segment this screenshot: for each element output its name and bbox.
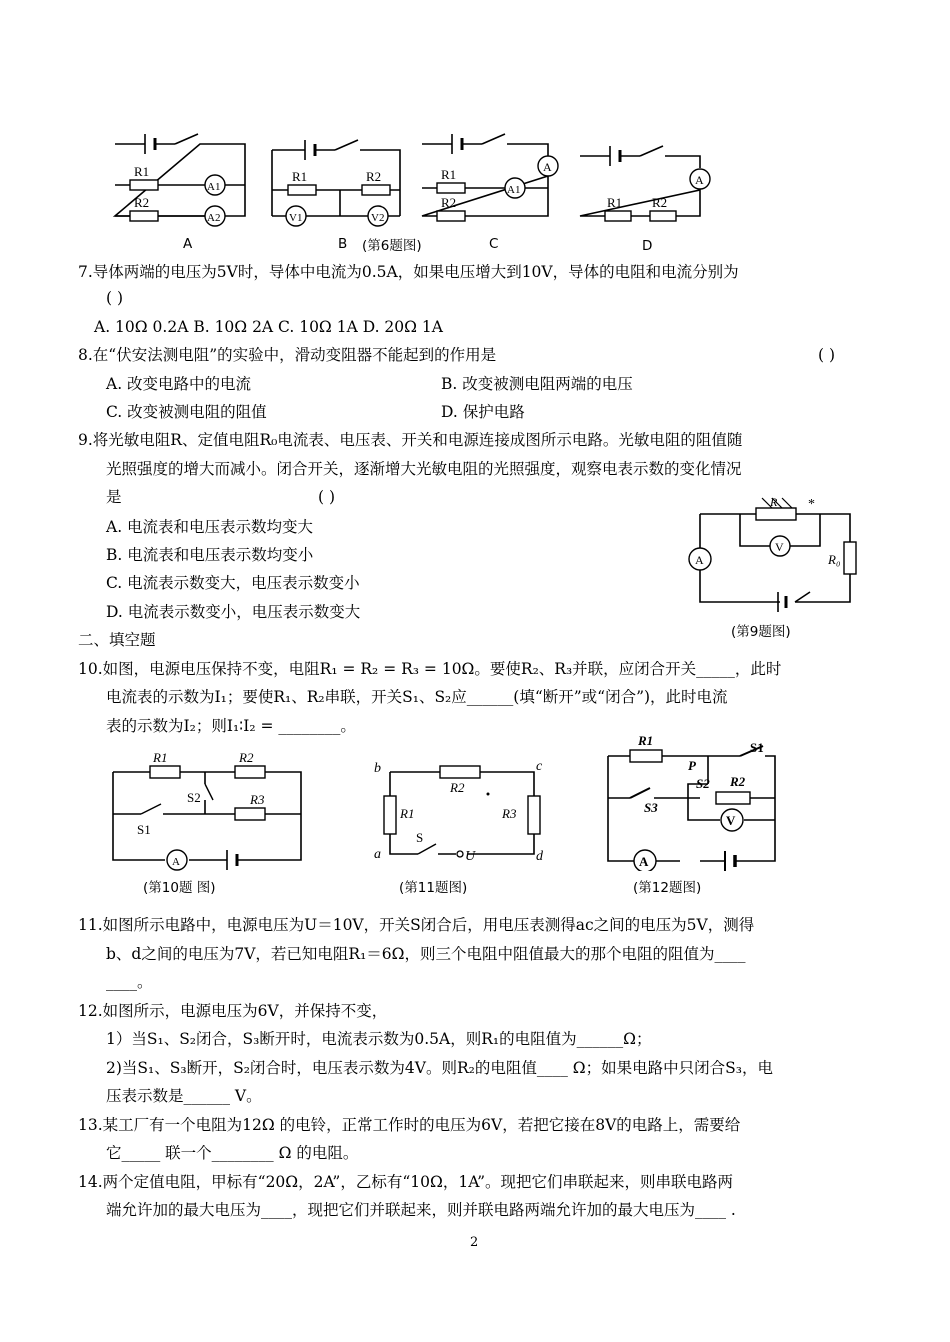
q9-option-c: C. 电流表示数变大，电压表示数变小	[106, 574, 360, 592]
q7-stem: 7.导体两端的电压为5V时，导体中电流为0.5A，如果电压增大到10V，导体的电阻和电流分别为	[78, 263, 739, 281]
fig11-switch-label: S	[416, 830, 424, 845]
fig6-label-d: D	[642, 238, 653, 254]
q11-line-1: 11.如图所示电路中，电源电压为U＝10V，开关S闭合后，用电压表测得ac之间的电压为5V，测得	[78, 916, 755, 934]
circuit-c-ammeter-label: A	[543, 160, 552, 174]
fig11-u-label: U	[465, 849, 476, 864]
fig6-label-b: B	[338, 236, 348, 252]
circuit-c-r1-label: R1	[441, 167, 457, 182]
circuit-b	[272, 140, 400, 226]
circuit-a	[115, 134, 245, 226]
q14-line-2: 端允许加的最大电压为____，现把它们并联起来，则并联电路两端允许加的最大电压为____ .	[106, 1201, 736, 1219]
circuit-d-ammeter-label: A	[695, 173, 704, 187]
q9-line-2: 光照强度的增大而减小。闭合开关，逐渐增大光敏电阻的光照强度，观察电表示数的变化情况	[106, 460, 742, 478]
circuit-c-r2-label: R2	[441, 195, 457, 210]
q8-stem: 8.在“伏安法测电阻”的实验中，滑动变阻器不能起到的作用是	[78, 346, 497, 364]
fig10-r2-label: R2	[239, 752, 254, 765]
circuit-b-r2-label: R2	[366, 169, 382, 184]
q11-line-3: ____。	[106, 973, 153, 991]
q7-bracket: ( )	[106, 289, 124, 307]
fig11-a-label: a	[374, 847, 381, 862]
q8-option-b: B. 改变被测电阻两端的电压	[441, 375, 633, 393]
q9-option-a: A. 电流表和电压表示数均变大	[106, 518, 314, 536]
fig11-c-label: c	[536, 759, 543, 774]
circuit-d-r2-label: R2	[652, 195, 668, 210]
fig10-r3-label: R3	[250, 792, 265, 807]
q7-options: A. 10Ω 0.2A B. 10Ω 2A C. 10Ω 1A D. 20Ω 1A	[94, 318, 443, 336]
page-number: 2	[470, 1235, 479, 1250]
fig12-ammeter-label: A	[639, 854, 649, 869]
q14-line-1: 14.两个定值电阻，甲标有“20Ω，2A”，乙标有“10Ω，1A”。现把它们串联起来，则串联电路两	[78, 1173, 734, 1191]
fig11-r2-label: R2	[450, 780, 465, 795]
figure-10-circuit	[105, 752, 310, 874]
figure-11-circuit	[368, 752, 548, 870]
circuit-b-voltmeter1-label: V1	[289, 212, 303, 224]
q9-option-b: B. 电流表和电压表示数均变小	[106, 546, 314, 564]
section-2-heading: 二、填空题	[78, 631, 156, 649]
fig12-p-label: P	[688, 758, 696, 773]
fig10-ammeter-label: A	[172, 856, 180, 868]
circuit-b-voltmeter2-label: V2	[371, 212, 385, 224]
q8-bracket: ( )	[818, 346, 836, 364]
fig6-label-a: A	[183, 236, 193, 252]
fig12-s3-label: S3	[644, 800, 658, 815]
q8-option-d: D. 保护电路	[441, 403, 525, 421]
fig11-caption: (第11题图)	[399, 880, 468, 896]
fig9-ammeter-label: A	[695, 553, 704, 567]
fig10-caption: (第10题 图)	[143, 880, 216, 896]
fig12-s1-label: S1	[750, 740, 764, 755]
q12-line-1: 12.如图所示，电源电压为6V，并保持不变，	[78, 1002, 388, 1020]
fig9-caption: (第9题图)	[731, 624, 791, 640]
fig12-caption: (第12题图)	[633, 880, 702, 896]
circuit-a-ammeter2-label: A2	[207, 212, 221, 224]
q12-line-2: 1）当S₁、S₂闭合，S₃断开时，电流表示数为0.5A，则R₁的电阻值为______Ω；	[106, 1030, 652, 1048]
q13-line-2: 它_____ 联一个________ Ω 的电阻。	[106, 1144, 359, 1162]
q11-line-2: b、d之间的电压为7V，若已知电阻R₁＝6Ω，则三个电阻中阻值最大的那个电阻的阻值为____	[106, 945, 746, 963]
circuit-a-r2-label: R2	[134, 195, 150, 210]
fig12-r2-label: R2	[730, 774, 746, 789]
fig12-s2-label: S2	[696, 776, 710, 791]
circuit-c-ammeter1-label: A1	[507, 184, 521, 196]
q12-line-4: 压表示数是______ V。	[106, 1087, 262, 1105]
fig6-caption: (第6题图)	[362, 238, 422, 254]
q9-line-3: 是	[106, 488, 122, 506]
q13-line-1: 13.某工厂有一个电阻为12Ω 的电铃，正常工作时的电压为6V，若把它接在8V的电路上，需要给	[78, 1116, 741, 1134]
fig11-d-label: d	[536, 849, 543, 864]
circuit-a-r1-label: R1	[134, 164, 150, 179]
circuit-d	[580, 146, 710, 221]
figure-12-circuit	[600, 726, 785, 871]
fig9-voltmeter-label: V	[775, 540, 784, 554]
q8-option-a: A. 改变电路中的电流	[106, 375, 252, 393]
q10-line-1: 10.如图，电源电压保持不变，电阻R₁ = R₂ = R₃ = 10Ω。要使R₂、R₃并联，应闭合开关_____，此时	[78, 660, 782, 678]
circuit-b-r1-label: R1	[292, 169, 308, 184]
fig11-r3-label: R3	[502, 806, 517, 821]
q9-line-1: 9.将光敏电阻R、定值电阻R₀电流表、电压表、开关和电源连接成图所示电路。光敏电阻的阻值随	[78, 431, 743, 449]
fig10-s1-label: S1	[137, 822, 151, 837]
circuit-a-ammeter1-label: A1	[207, 181, 221, 193]
fig12-voltmeter-label: V	[726, 813, 736, 828]
svg-text:*: *	[808, 497, 815, 512]
circuit-d-r1-label: R1	[607, 195, 623, 210]
fig12-r1-label: R1	[638, 733, 654, 748]
q10-line-3: 表的示数为I₂；则I₁∶I₂ = ________。	[106, 717, 356, 735]
q9-bracket: ( )	[318, 488, 336, 506]
fig9-r0-label: R₀	[828, 552, 841, 567]
circuit-c	[422, 134, 558, 221]
fig11-r1-label: R1	[400, 806, 415, 821]
figure-9-circuit	[680, 494, 870, 614]
fig10-r1-label: R1	[153, 752, 168, 765]
fig11-b-label: b	[374, 761, 381, 776]
q9-option-d: D. 电流表示数变小，电压表示数变大	[106, 603, 361, 621]
fig6-label-c: C	[489, 236, 499, 252]
fig9-photoresistor-label: R	[770, 495, 778, 509]
fig10-s2-label: S2	[187, 790, 201, 805]
q10-line-2: 电流表的示数为I₁；要使R₁、R₂串联，开关S₁、S₂应______(填“断开”或“闭合”)，此时电流	[106, 688, 728, 706]
q8-option-c: C. 改变被测电阻的阻值	[106, 403, 267, 421]
q12-line-3: 2)当S₁、S₃断开，S₂闭合时，电压表示数为4V。则R₂的电阻值____ Ω；如果电路中只闭合S₃，电	[106, 1059, 773, 1077]
